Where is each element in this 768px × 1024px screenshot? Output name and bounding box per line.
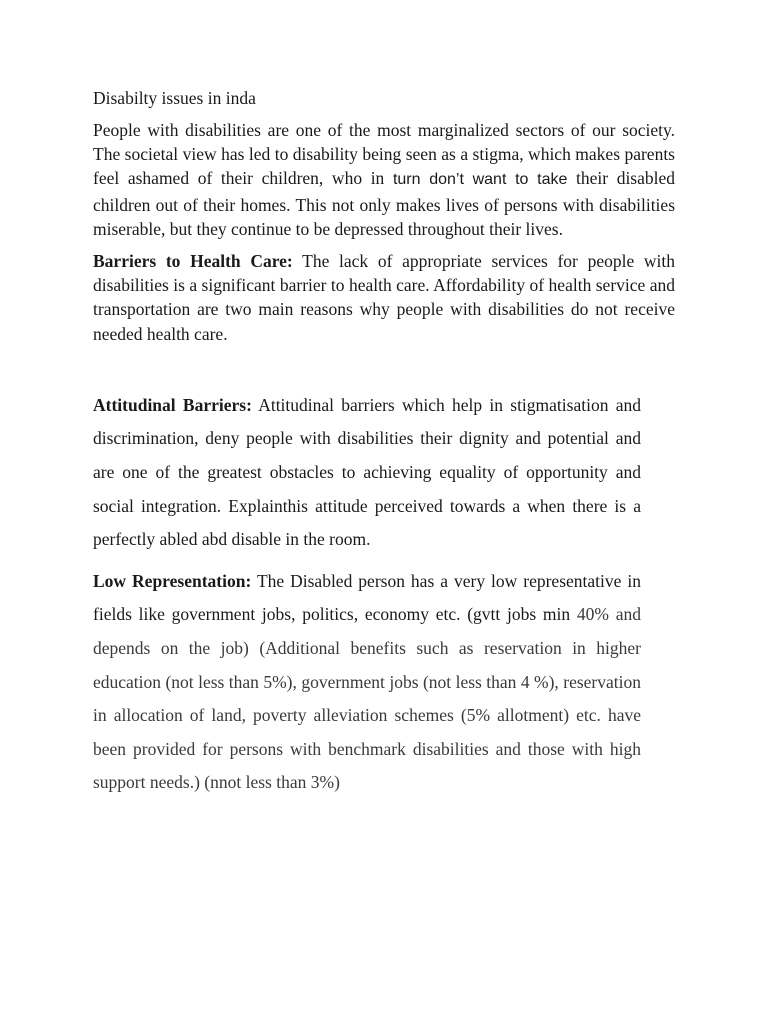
attitudinal-paragraph [93,389,641,557]
intro-paragraph [93,118,675,241]
health-care-body: The lack of appropriate services for people with disabilities is a significant barrier to health care. Affordability of health service and transportation are two main reasons why people with disabilities do not receive needed health care. [93,251,675,344]
representation-paragraph [93,565,641,800]
document-title: Disabilty issues in inda [93,88,256,108]
attitudinal-heading: Attitudinal Barriers: [93,394,252,415]
intro-text-part2: their disabled children out of their homes. This not only makes lives of persons with disabilities miserable, but they continue to be depressed throughout their lives. [93,168,676,239]
document-page [93,86,675,800]
representation-heading: Low Representation: [93,570,252,591]
representation-body-part2: 40% and depends on the job) (Additional benefits such as reservation in higher education (not less than 5%), government jobs (not less than 4 %), reservation in allocation of land, poverty alleviation schemes (5% allotment) etc. have been provided for persons with benchmark disabilities and those with high support needs.) (nnot less than 3%) [93,604,641,793]
intro-text-part1: People with disabilities are one of the most marginalized sectors of our society. The societal view has led to disability being seen as a stigma, which makes parents feel ashamed of their children, who in [93,120,675,189]
representation-body-part1: The Disabled person has a very low representative in fields like government jobs, politics, economy etc. (gvtt jobs min [93,570,641,625]
attitudinal-body: Attitudinal barriers which help in stigmatisation and discrimination, deny people with disabilities their dignity and potential and are one of the greatest obstacles to achieving equality of opportunity and social integration. Explainthis attitude perceived towards a when there is a perfectly abled abd disable in the room. [93,394,641,550]
health-care-heading: Barriers to Health Care: [93,251,293,272]
intro-text-sans-run: turn don’t want to take [392,171,568,189]
health-care-paragraph [93,249,675,346]
